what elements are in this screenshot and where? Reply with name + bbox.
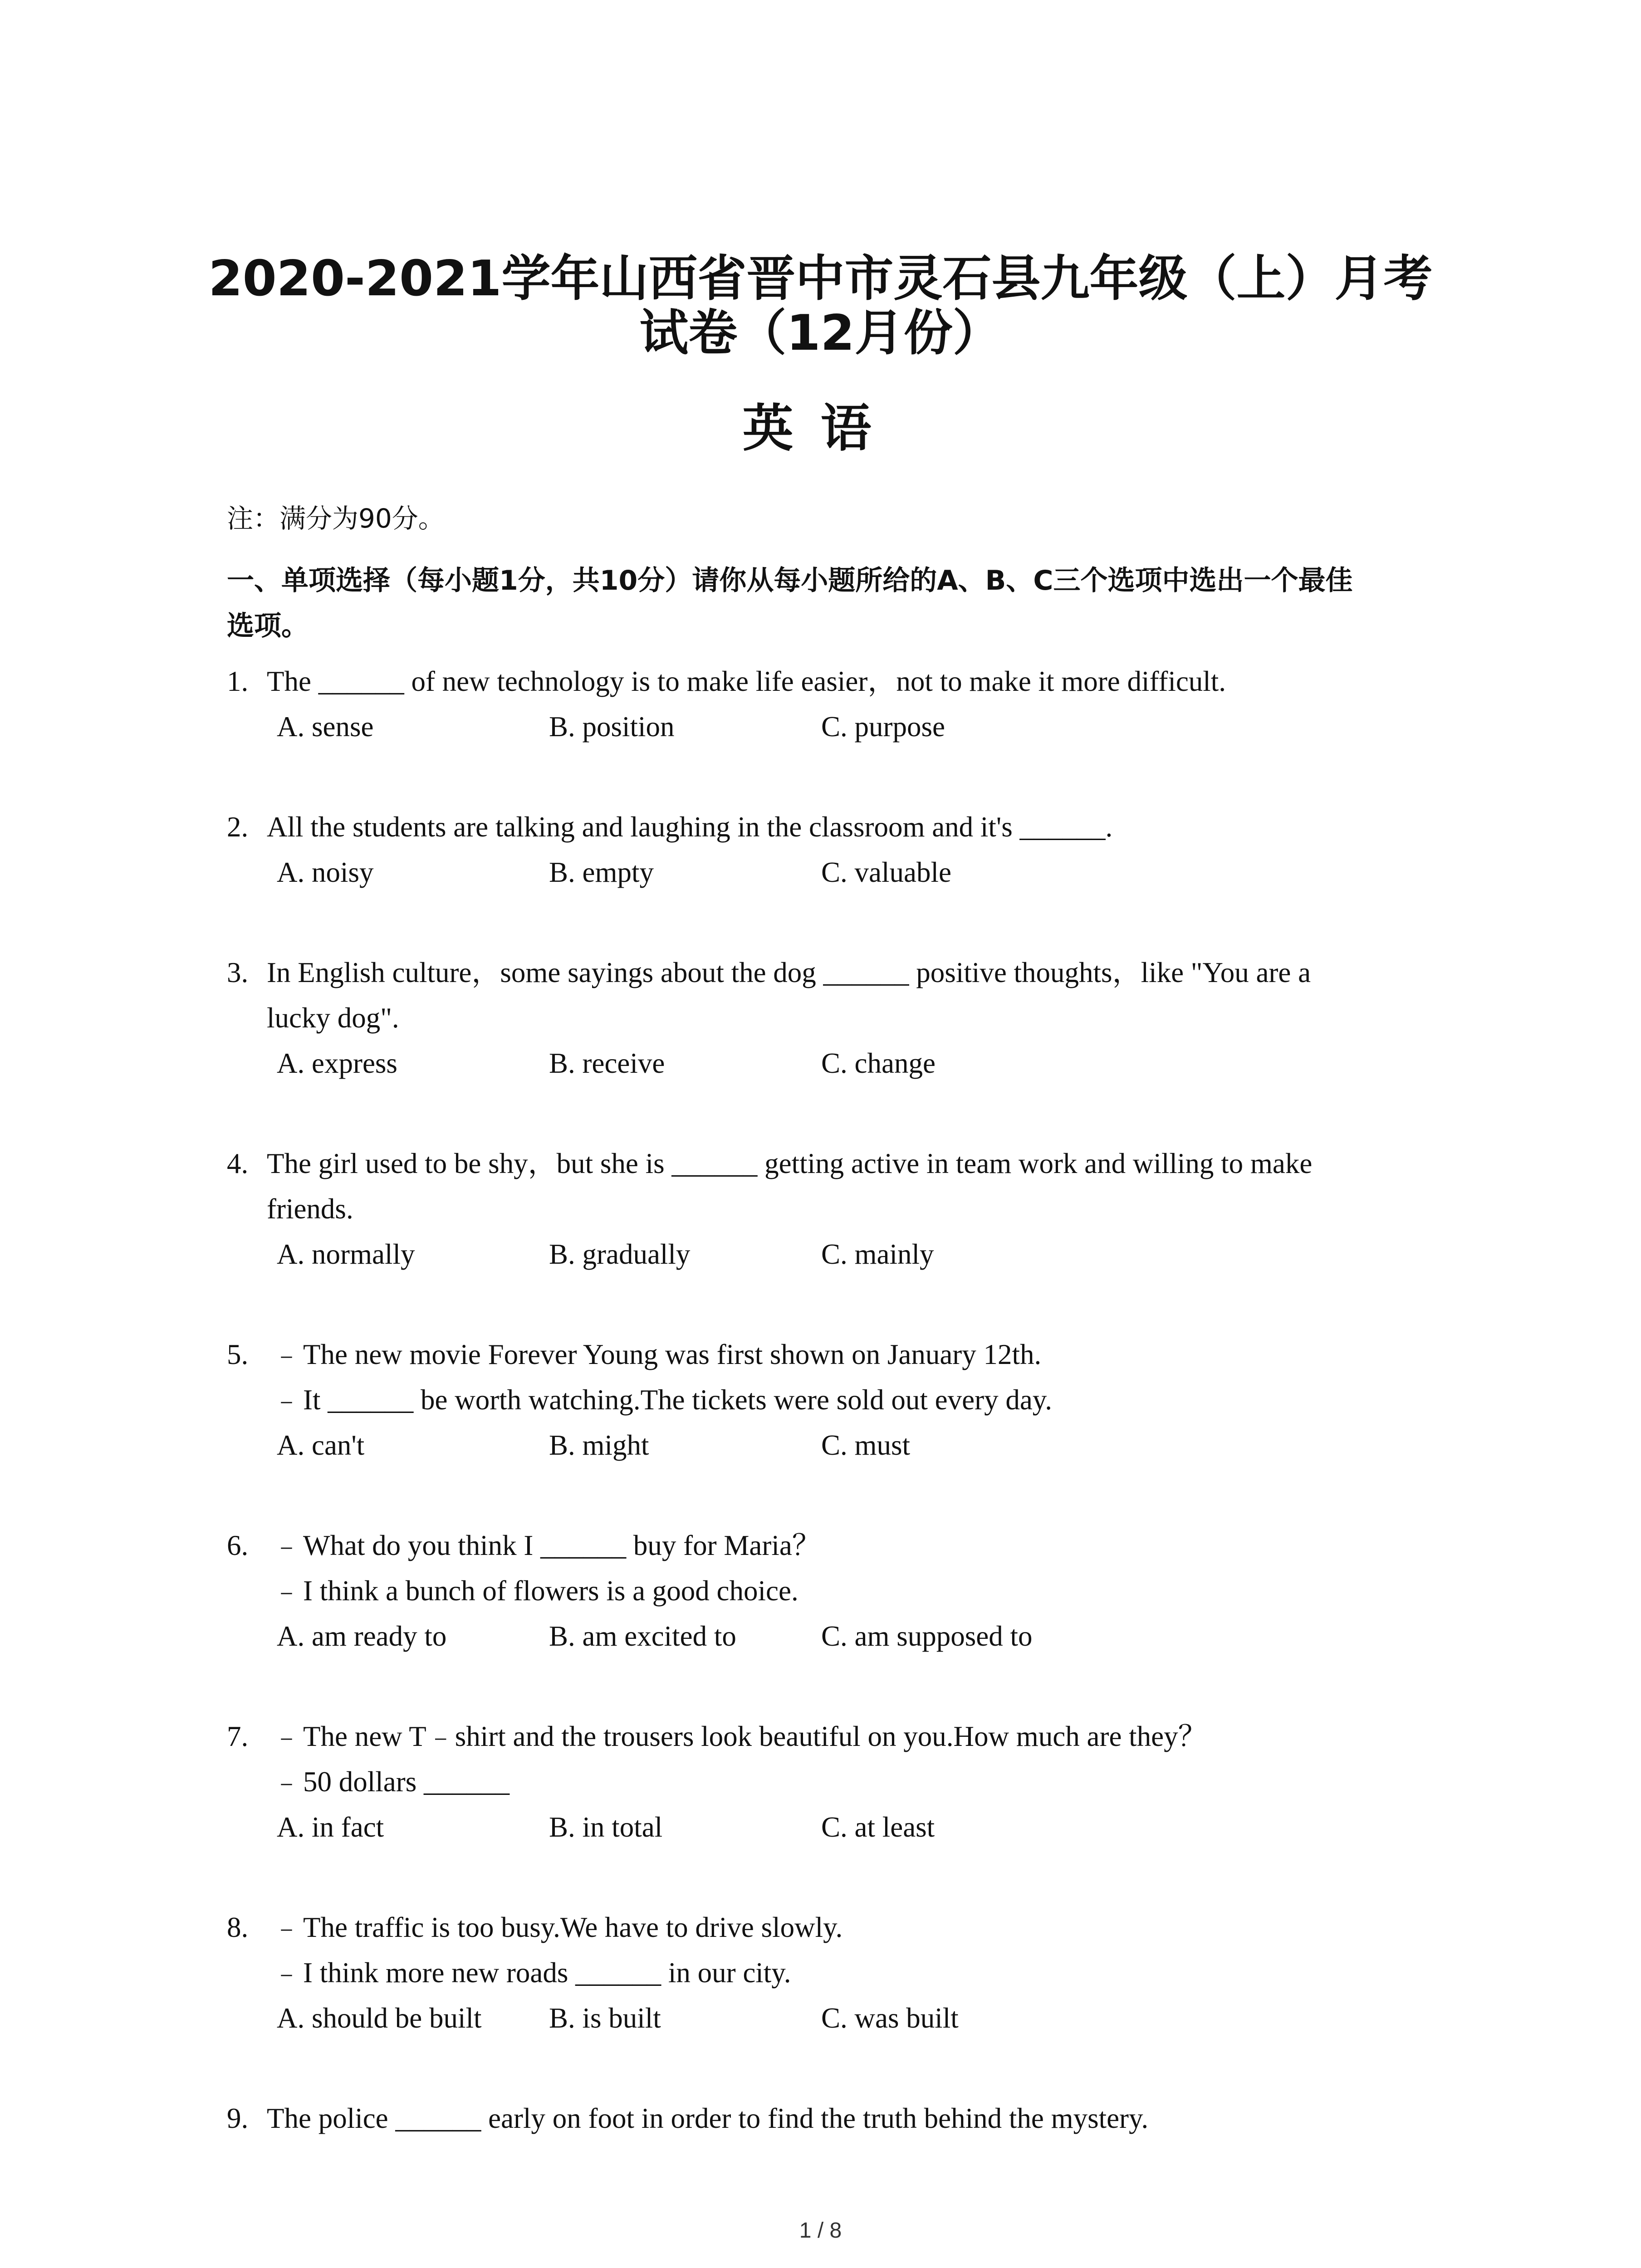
option-c: C. was built — [821, 2002, 959, 2034]
question-number: 5. — [227, 1339, 249, 1370]
option-a: A. am ready to — [277, 1620, 447, 1652]
option-a: A. express — [277, 1047, 397, 1079]
option-c: C. purpose — [821, 711, 945, 743]
question-number: 4. — [227, 1148, 249, 1179]
dialogue-dash: ﹣ — [272, 1530, 301, 1561]
question-number: 3. — [227, 957, 249, 988]
dialogue-dash: ﹣ — [272, 1575, 301, 1607]
question-7 — [227, 1714, 1452, 1850]
dialogue-dash: ﹣ — [272, 1911, 301, 1943]
dialogue-line: The traffic is too busy.We have to drive slowly. — [303, 1911, 843, 1943]
option-c: C. valuable — [821, 856, 951, 888]
option-a: A. normally — [277, 1238, 415, 1270]
question-number: 8. — [227, 1911, 249, 1943]
dialogue-dash: ﹣ — [272, 1721, 301, 1752]
question-text: The police ______ early on foot in order to find the truth behind the mystery. — [267, 2102, 1149, 2134]
question-number: 6. — [227, 1530, 249, 1561]
dialogue-line: 50 dollars ______ — [303, 1766, 509, 1798]
question-text: The girl used to be shy，but she is ______ getting active in team work and willing to make — [267, 1148, 1313, 1179]
option-b: B. receive — [549, 1047, 665, 1079]
option-c: C. at least — [821, 1811, 935, 1843]
option-c: C. am supposed to — [821, 1620, 1033, 1652]
option-b: B. position — [549, 711, 675, 743]
option-c: C. must — [821, 1429, 911, 1461]
option-b: B. am excited to — [549, 1620, 736, 1652]
dialogue-line: It ______ be worth watching.The tickets were sold out every day. — [303, 1384, 1052, 1416]
dialogue-line: I think more new roads ______ in our city. — [303, 1957, 791, 1989]
option-a: A. sense — [277, 711, 374, 743]
option-c: C. mainly — [821, 1238, 934, 1270]
dialogue-line: The new T﹣shirt and the trousers look beautiful on you.How much are they？ — [303, 1721, 1207, 1752]
option-a: A. in fact — [277, 1811, 384, 1843]
question-text: All the students are talking and laughing in the classroom and it's ______. — [267, 811, 1113, 843]
question-5 — [227, 1332, 1452, 1468]
option-b: B. gradually — [549, 1238, 691, 1270]
page-number: 1 / 8 — [799, 2219, 842, 2243]
question-text-continued: lucky dog". — [267, 1002, 399, 1034]
section-1-heading — [227, 558, 1452, 649]
option-b: B. is built — [549, 2002, 661, 2034]
option-a: A. can't — [277, 1429, 365, 1461]
question-number: 9. — [227, 2102, 249, 2134]
section-1-heading-line2: 选项。 — [227, 610, 309, 642]
question-number: 7. — [227, 1721, 249, 1752]
subject-heading: 英语 — [742, 399, 899, 458]
exam-title-line1: 2020-2021学年山西省晋中市灵石县九年级（上）月考 — [208, 250, 1433, 307]
question-9 — [227, 2096, 1452, 2141]
question-1 — [227, 659, 1452, 749]
dialogue-dash: ﹣ — [272, 1766, 301, 1798]
question-number: 1. — [227, 665, 249, 697]
dialogue-dash: ﹣ — [272, 1339, 301, 1370]
dialogue-dash: ﹣ — [272, 1957, 301, 1989]
score-note: 注：满分为90分。 — [227, 503, 445, 534]
option-b: B. might — [549, 1429, 649, 1461]
question-3 — [227, 950, 1452, 1086]
option-a: A. noisy — [277, 856, 374, 888]
section-1-heading-line1: 一、单项选择（每小题1分，共10分）请你从每小题所给的A、B、C三个选项中选出一个最佳 — [227, 565, 1353, 596]
question-number: 2. — [227, 811, 249, 843]
question-text-continued: friends. — [267, 1193, 353, 1225]
question-4 — [227, 1141, 1452, 1277]
question-8 — [227, 1905, 1452, 2041]
option-b: B. empty — [549, 856, 654, 888]
option-b: B. in total — [549, 1811, 663, 1843]
question-2 — [227, 804, 1452, 895]
dialogue-line: What do you think I ______ buy for Maria？ — [303, 1530, 821, 1561]
exam-title-line2: 试卷（12月份） — [639, 305, 1002, 362]
option-a: A. should be built — [277, 2002, 482, 2034]
dialogue-line: The new movie Forever Young was first shown on January 12th. — [303, 1339, 1042, 1370]
dialogue-line: I think a bunch of flowers is a good choice. — [303, 1575, 798, 1607]
question-text: In English culture，some sayings about the dog ______ positive thoughts，like "You are a — [267, 957, 1311, 988]
question-text: The ______ of new technology is to make life easier，not to make it more difficult. — [267, 665, 1226, 697]
dialogue-dash: ﹣ — [272, 1384, 301, 1416]
question-6 — [227, 1523, 1452, 1659]
option-c: C. change — [821, 1047, 936, 1079]
